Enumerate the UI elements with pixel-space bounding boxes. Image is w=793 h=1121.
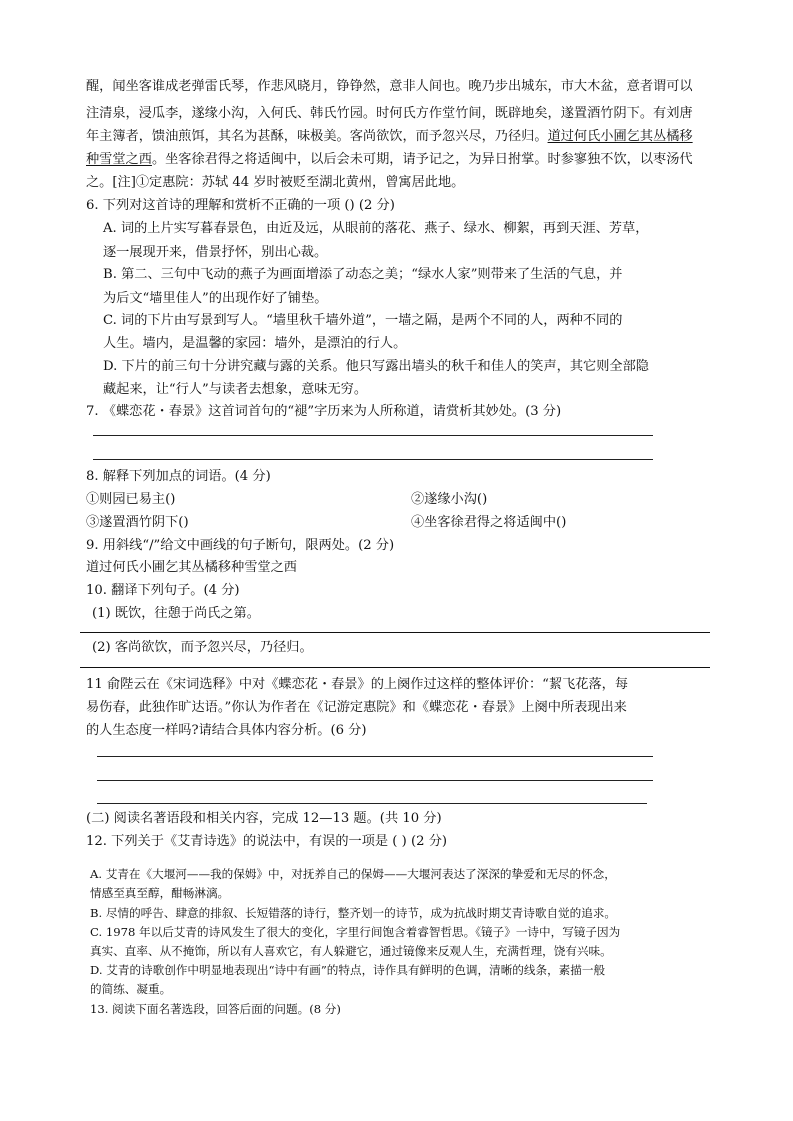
- q9-sentence: 道过何氏小圃乞其丛橘移种雪堂之西: [86, 560, 297, 575]
- underlined-sentence-part-2: 种雪堂之西: [86, 152, 152, 167]
- passage-line-3-text: 年主簿者，馈油煎饵，其名为甚酥，味极美。客尚欲饮，而予忽兴尽，乃径归。: [86, 129, 548, 144]
- q7-answer-line-1[interactable]: [93, 435, 653, 436]
- passage-line-2: 注清泉，浸瓜李，遂缘小沟，入何氏、韩氏竹园。时何氏方作堂竹间，既辟地矣，遂置酒竹阴下。有刘唐: [86, 106, 693, 121]
- q11-answer-line-1[interactable]: [97, 756, 653, 757]
- underlined-sentence-part-1: 道过何氏小圃乞其丛橘移: [547, 129, 693, 144]
- passage-line-4: [86, 151, 693, 169]
- passage-line-1: 醒，闻坐客谁成老弹雷氏琴，作悲风晓月，铮铮然，意非人间也。晚乃步出城东，市大木盆，意者谓可以: [86, 79, 693, 94]
- q9-stem: 9. 用斜线“/”给文中画线的句子断句，限两处。(2 分): [86, 538, 395, 553]
- q12-option-a-line1: A. 艾青在《大堰河——我的保姆》中，对抚养自己的保姆——大堰河表达了深深的挚爱和无尽的怀念，: [90, 867, 616, 881]
- section-2-title: (二) 阅读名著语段和相关内容，完成 12—13 题。(共 10 分): [86, 811, 442, 826]
- q10-sentence-2: (2) 客尚欲饮，而予忽兴尽，乃径归。: [92, 640, 313, 655]
- q10-answer-line-1[interactable]: [80, 632, 710, 633]
- q6-option-a-line2: 逐一展现开来，借景抒怀，别出心裁。: [103, 245, 328, 260]
- q11-line-3: 的人生态度一样吗?请结合具体内容分析。(6 分): [86, 723, 367, 738]
- q12-option-c-line2: 真实、直率、从不掩饰，所以有人喜欢它，有人躲避它，通过镜像来反观人生，充满哲理，饶有兴味。: [90, 944, 612, 958]
- q8-item-3: ③遂置酒竹阴下(): [86, 515, 189, 530]
- q12-option-b: B. 尽情的呼告、肆意的排叙、长短错落的诗行，整齐划一的诗节，成为抗战时期艾青诗歌自觉的追求。: [90, 906, 617, 920]
- q7-stem: 7. 《蝶恋花・春景》这首词首句的“褪”字历来为人所称道，请赏析其妙处。(3 分): [86, 404, 562, 419]
- q6-option-b-line2: 为后文“墙里佳人”的出现作好了铺垫。: [103, 291, 328, 306]
- q6-option-d-line1: D. 下片的前三句十分讲究藏与露的关系。他只写露出墙头的秋千和佳人的笑声，其它则全部隐: [103, 359, 649, 374]
- q11-line-2: 易伤春，此独作旷达语。”你认为作者在《记游定惠院》和《蝶恋花・春景》上阕中所表现出来: [86, 700, 627, 715]
- q10-sentence-1: (1) 既饮，往憩于尚氏之第。: [92, 606, 260, 621]
- q12-option-d-line2: 的简练、凝重。: [90, 982, 172, 996]
- passage-line-4-text: 。坐客徐君得之将适闽中，以后会未可期，请予记之，为异日拊掌。时参寥独不饮，以枣汤代: [151, 152, 693, 167]
- q12-option-c-line1: C. 1978 年以后艾青的诗风发生了很大的变化，字里行间饱含着睿智哲思。《镜子》一诗中，写镜子因为: [90, 925, 621, 939]
- q6-stem: 6. 下列对这首诗的理解和赏析不正确的一项 () (2 分): [86, 198, 395, 213]
- q10-answer-line-2[interactable]: [80, 667, 710, 668]
- passage-line-3: [86, 128, 693, 146]
- q11-answer-line-3[interactable]: [97, 803, 647, 804]
- q8-stem: 8. 解释下列加点的词语。(4 分): [86, 469, 271, 484]
- q6-option-b-line1: B. 第二、三句中飞动的燕子为画面增添了动态之美；“绿水人家”则带来了生活的气息，并: [103, 267, 623, 282]
- q6-option-c-line1: C. 词的下片由写景到写人。“墙里秋千墙外道”，一墙之隔，是两个不同的人，两种不同的: [103, 313, 623, 328]
- q12-option-a-line2: 情感至真至醇，酣畅淋漓。: [90, 886, 230, 900]
- q6-option-a-line1: A. 词的上片实写暮春景色，由近及远，从眼前的落花、燕子、绿水、柳絮，再到天涯、芳草，: [103, 221, 649, 236]
- q8-item-4: ④坐客徐君得之将适闽中(): [411, 515, 567, 530]
- q12-option-d-line1: D. 艾青的诗歌创作中明显地表现出“诗中有画”的特点，诗作具有鲜明的色调，清晰的线条，素描一般: [90, 963, 606, 977]
- q13-stem: 13. 阅读下面名著选段，回答后面的问题。(8 分): [90, 1002, 341, 1016]
- q6-option-d-line2: 藏起来，让“行人”与读者去想象，意味无穷。: [103, 382, 368, 397]
- q11-answer-line-2[interactable]: [97, 780, 653, 781]
- q6-option-c-line2: 人生。墙内，是温馨的家园：墙外，是漂泊的行人。: [103, 336, 407, 351]
- q10-stem: 10. 翻译下列句子。(4 分): [86, 583, 240, 598]
- q7-answer-line-2[interactable]: [93, 459, 653, 460]
- q8-item-1: ①则园已易主(): [86, 492, 176, 507]
- q11-line-1: 11 俞陛云在《宋词选释》中对《蝶恋花・春景》的上阕作过这样的整体评价：“絜飞花落，每: [86, 677, 629, 692]
- q8-item-2: ②遂缘小沟(): [411, 492, 488, 507]
- passage-note: 之。[注]①定惠院：苏轼 44 岁时被贬至湖北黄州，曾寓居此地。: [86, 175, 465, 190]
- q12-stem: 12. 下列关于《艾青诗选》的说法中，有误的一项是 ( ) (2 分): [86, 834, 448, 849]
